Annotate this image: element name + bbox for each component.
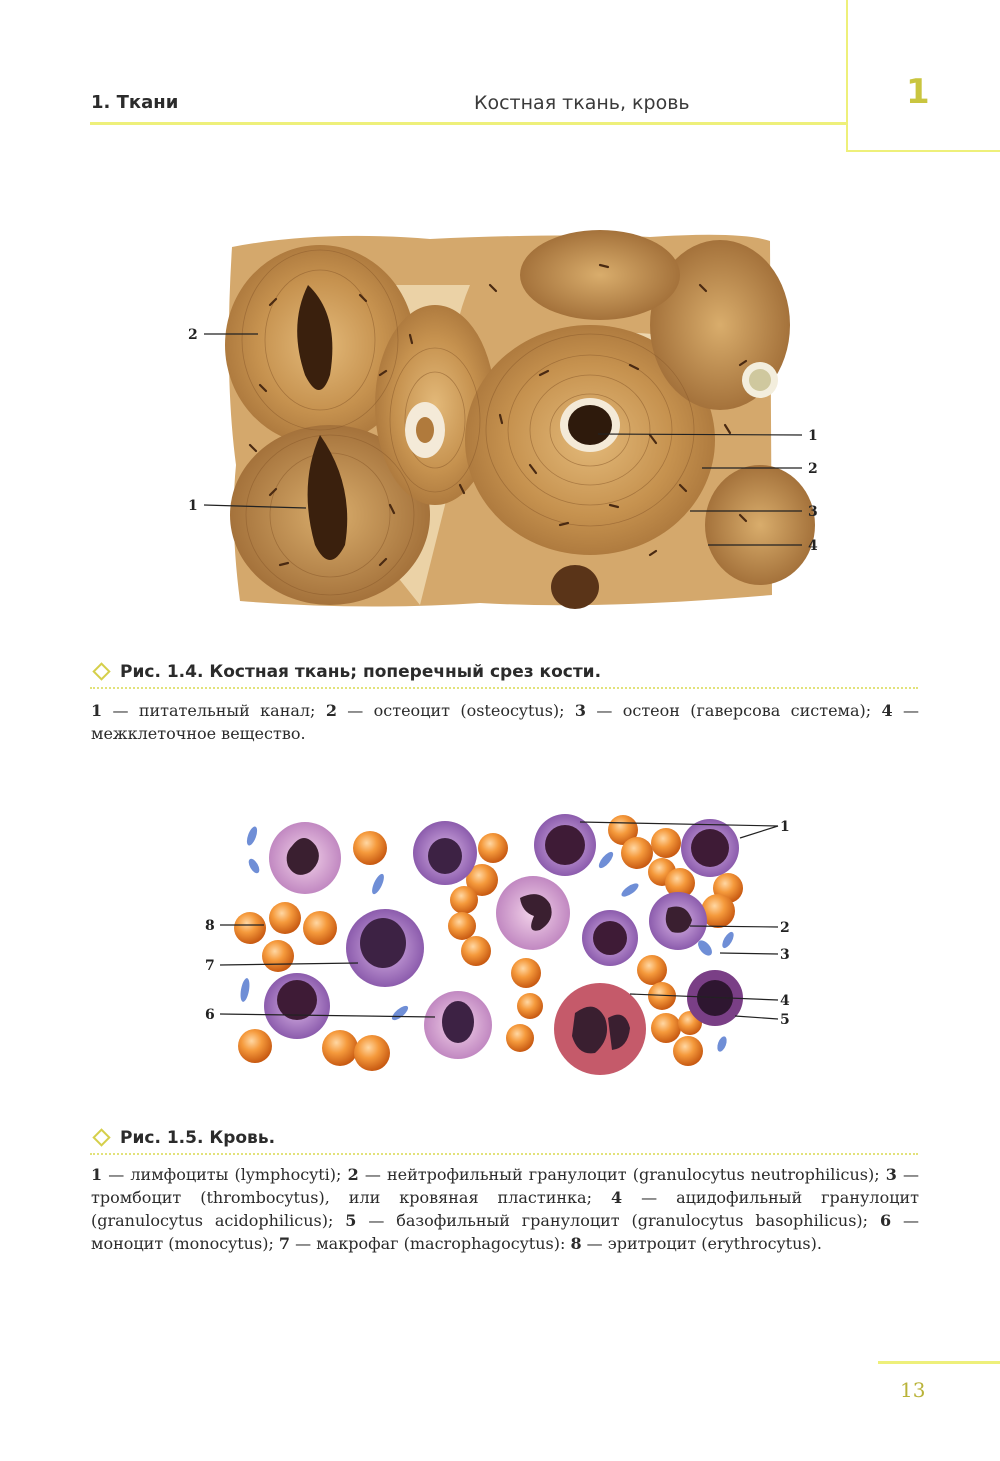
bone-tissue-illustration bbox=[180, 225, 820, 615]
blood-cells-illustration bbox=[200, 808, 800, 1088]
label-macrophage: 7 bbox=[205, 958, 215, 974]
label-monocyte: 6 bbox=[205, 1007, 215, 1023]
caption-divider bbox=[90, 687, 918, 689]
label-lymphocytes: 1 bbox=[780, 819, 790, 835]
label-intercellular-substance: 4 bbox=[808, 538, 818, 554]
label-neutrophil: 2 bbox=[780, 920, 790, 936]
label-thrombocyte: 3 bbox=[780, 947, 790, 963]
label-basophil: 5 bbox=[780, 1012, 790, 1028]
label-nutrient-canal: 1 bbox=[808, 428, 818, 444]
figure-caption-text: 1 — лимфоциты (lymphocyti); 2 — нейтрофильный гранулоцит (granulocytus neutrophilicus); 3 — тромбоцит (thrombocytus), или кровяная пластинка; 4 — ацидофильный гранулоцит (granulocytus acidophilicus); 5 — базофильный гранулоцит (granulocytus basophilicus); 6 — моноцит (monocytus); 7 — макрофаг (macrophagocytus): 8 — эритроцит (erythrocytus). bbox=[91, 1165, 920, 1253]
figure-caption-text: 1 — питательный канал; 2 — остеоцит (osteocytus); 3 — остеон (гаверсова система); 4 —межклеточное вещество. bbox=[91, 701, 920, 743]
figure-caption-title: Рис. 1.4. Костная ткань; поперечный срез кости. bbox=[91, 662, 601, 682]
header-divider bbox=[90, 122, 846, 125]
label-nutrient-canal: 1 bbox=[188, 498, 198, 514]
label-osteocyte: 2 bbox=[188, 327, 198, 343]
diamond-bullet-icon bbox=[92, 1128, 110, 1146]
section-title: 1. Ткани bbox=[91, 92, 179, 113]
chapter-number: 1 bbox=[906, 72, 930, 112]
page-title: Костная ткань, кровь bbox=[474, 92, 690, 114]
figure-caption-title: Рис. 1.5. Кровь. bbox=[91, 1128, 275, 1148]
label-acidophil: 4 bbox=[780, 993, 790, 1009]
caption-divider bbox=[90, 1153, 918, 1155]
label-osteon: 3 bbox=[808, 504, 818, 520]
footer-divider bbox=[878, 1361, 1000, 1364]
page-number: 13 bbox=[900, 1378, 926, 1402]
label-erythrocyte: 8 bbox=[205, 918, 215, 934]
diamond-bullet-icon bbox=[92, 662, 110, 680]
label-osteocyte: 2 bbox=[808, 461, 818, 477]
